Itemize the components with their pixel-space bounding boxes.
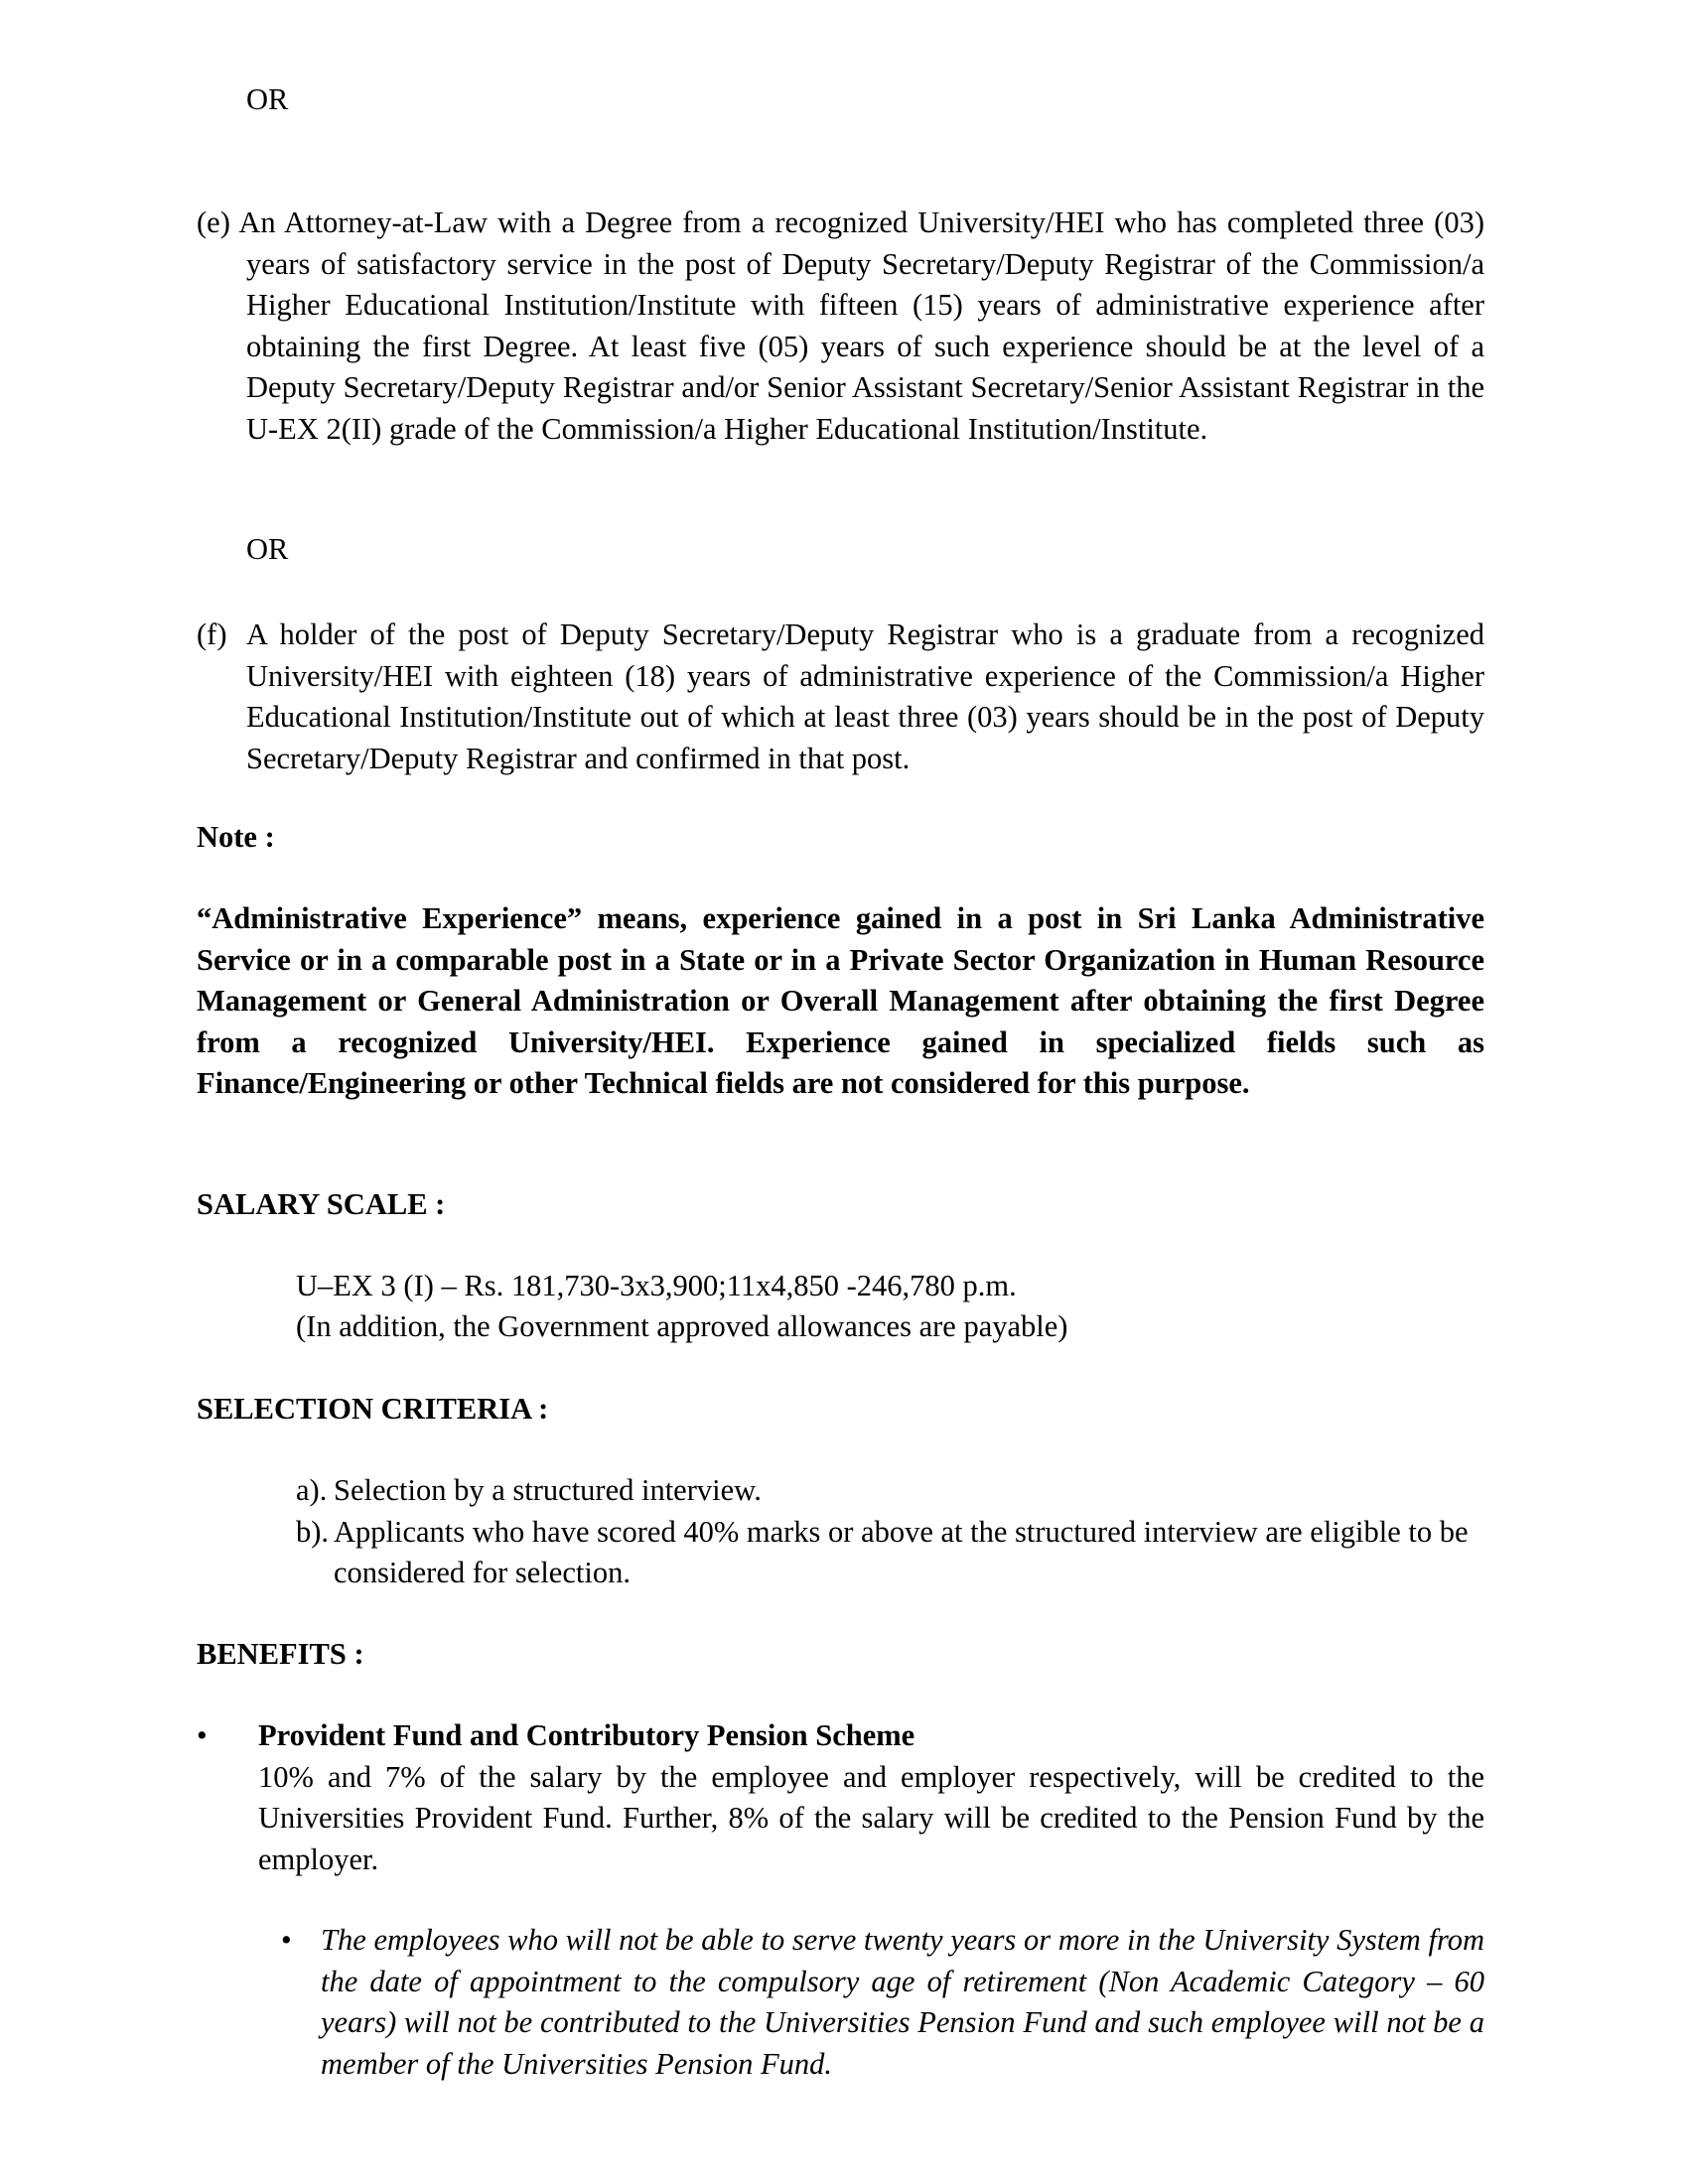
salary-allowance-note: (In addition, the Government approved allowances are payable) [296, 1309, 1068, 1343]
pension-eligibility-text: The employees who will not be able to serve twenty years or more in the University System from the date of appointment to the compulsory age of retirement (Non Academic Category – 60 years) will not be contributed to the Universities Pension Fund and such employee will not be a member of the Universities Pension Fund. [321, 1923, 1484, 2081]
note-heading: Note : [197, 820, 275, 854]
salary-scale-heading: SALARY SCALE : [197, 1187, 446, 1221]
criteria-marker: b). [296, 1514, 330, 1549]
benefit-item-text: 10% and 7% of the salary by the employee and employer respectively, will be credited to the Universities Provident Fund. Further, 8% of the salary will be credited to the Pension Fund by the employer. [258, 1759, 1484, 1876]
pension-eligibility-note [281, 1920, 1484, 2085]
benefit-item-provident-fund [197, 1715, 1484, 1880]
salary-scale-line: U–EX 3 (I) – Rs. 181,730-3x3,900;11x4,850 -246,780 p.m. [296, 1269, 1017, 1302]
qualification-item-e [197, 203, 1484, 450]
list-item [296, 1512, 1487, 1594]
item-f-marker: (f) [197, 617, 227, 651]
item-f-text: A holder of the post of Deputy Secretary/Deputy Registrar who is a graduate from a recognized University/HEI with eighteen (18) years of administrative experience of the Commission/a Higher Educational Institution/Institute out of which at least three (03) years should be in the post of Deputy Secretary/Deputy Registrar and confirmed in that post. [246, 617, 1484, 775]
or-separator-top: OR [246, 82, 289, 116]
criteria-text: Applicants who have scored 40% marks or above at the structured interview are eligible to be considered for selection. [334, 1514, 1469, 1589]
list-item [296, 1470, 1487, 1512]
benefit-item-body [258, 1715, 1484, 1880]
benefit-item-title: Provident Fund and Contributory Pension Scheme [258, 1718, 915, 1752]
criteria-text: Selection by a structured interview. [334, 1473, 762, 1507]
item-e-text: An Attorney-at-Law with a Degree from a recognized University/HEI who has completed three (03) years of satisfactory service in the post of Deputy Secretary/Deputy Registrar of the Commission/a Higher Educational Institution/Institute with fifteen (15) years of administrative experience after obtaining the first Degree. At least five (05) years of such experience should be at the level of a Deputy Secretary/Deputy Registrar and/or Senior Assistant Secretary/Senior Assistant Registrar in the U-EX 2(II) grade of the Commission/a Higher Educational Institution/Institute. [238, 205, 1484, 446]
sub-bullet-icon: • [281, 1923, 292, 1957]
selection-criteria-heading: SELECTION CRITERIA : [197, 1392, 549, 1426]
benefits-heading: BENEFITS : [197, 1637, 364, 1671]
note-text: “Administrative Experience” means, experience gained in a post in Sri Lanka Administrative Service or in a comparable post in a State or in a Private Sector Organization in Human Resource Management or General Administration or Overall Management after obtaining the first Degree from a recognized University/HEI. Experience gained in specialized fields such as Finance/Engineering or other Technical fields are not considered for this purpose. [197, 901, 1484, 1100]
bullet-icon: • [197, 1718, 208, 1752]
qualification-item-f [197, 614, 1484, 779]
item-e-marker: (e) [197, 205, 230, 239]
or-separator-middle: OR [246, 532, 289, 566]
criteria-marker: a). [296, 1473, 328, 1507]
selection-criteria-list [296, 1470, 1487, 1594]
